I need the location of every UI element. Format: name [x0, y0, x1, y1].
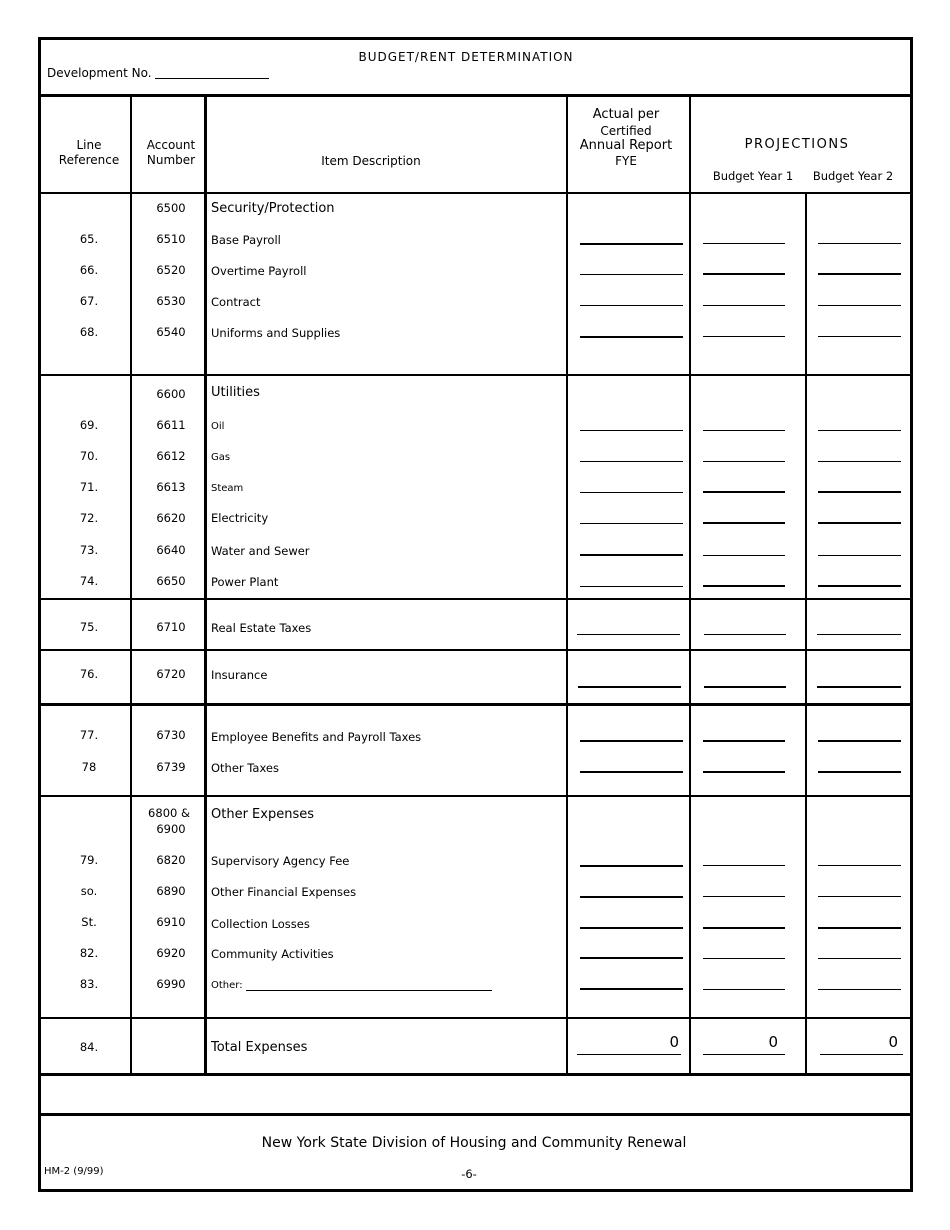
line-ref: 78: [81, 760, 97, 774]
section-title: Security/Protection: [211, 201, 335, 216]
actual-field[interactable]: [580, 430, 683, 431]
item-description: Power Plant: [211, 575, 279, 589]
section-account-2: 6900: [156, 822, 186, 836]
development-no-field[interactable]: [155, 78, 269, 79]
item-description: Other:: [211, 980, 243, 991]
line-ref: St.: [81, 915, 97, 929]
col-actual-2: Certified: [600, 124, 652, 138]
line-ref: 77.: [79, 728, 99, 742]
actual-field[interactable]: [580, 492, 683, 493]
item-description: Base Payroll: [211, 233, 281, 247]
line-ref: 70.: [79, 449, 99, 463]
line-ref: 67.: [79, 294, 99, 308]
account-number: 6510: [156, 232, 186, 246]
year1-field[interactable]: [703, 305, 785, 306]
year2-field[interactable]: [818, 865, 901, 866]
year1-field[interactable]: [703, 273, 785, 275]
year2-field[interactable]: [818, 243, 901, 244]
account-number: 6710: [156, 620, 186, 634]
page-number: -6-: [461, 1167, 477, 1181]
year1-field[interactable]: [703, 430, 785, 431]
year2-field[interactable]: [818, 585, 901, 587]
year1-field[interactable]: [703, 522, 785, 524]
item-description: Gas: [211, 452, 231, 463]
year2-field[interactable]: [818, 896, 901, 897]
year1-field[interactable]: [703, 491, 785, 493]
col-actual-1: Actual per: [592, 107, 660, 122]
year2-field[interactable]: [818, 927, 901, 929]
year2-field[interactable]: [818, 771, 901, 773]
item-description: Uniforms and Supplies: [211, 326, 341, 340]
section-title: Utilities: [211, 385, 260, 400]
line-ref: 65.: [79, 232, 99, 246]
year1-field[interactable]: [703, 555, 785, 556]
line-ref: 82.: [79, 946, 99, 960]
line-ref: so.: [80, 884, 98, 898]
total-actual-value: 0: [669, 1033, 679, 1051]
year1-field[interactable]: [704, 634, 786, 635]
col-actual-4: FYE: [615, 154, 637, 168]
actual-field[interactable]: [580, 988, 683, 990]
col-budget-year-2: Budget Year 2: [812, 169, 894, 183]
year1-field[interactable]: [703, 896, 785, 897]
line-ref: 73.: [79, 543, 99, 557]
account-number: 6611: [156, 418, 186, 432]
year2-field[interactable]: [818, 430, 901, 431]
account-number: 6720: [156, 667, 186, 681]
line-ref: 75.: [79, 620, 99, 634]
year2-field[interactable]: [818, 555, 901, 556]
item-description: Water and Sewer: [211, 544, 310, 558]
actual-field[interactable]: [580, 771, 683, 773]
account-number: 6540: [156, 325, 186, 339]
actual-field[interactable]: [580, 896, 683, 898]
year1-field[interactable]: [703, 771, 785, 773]
actual-field[interactable]: [580, 740, 683, 742]
year1-field[interactable]: [703, 927, 785, 929]
account-number: 6739: [156, 760, 186, 774]
item-description: Contract: [211, 295, 261, 309]
col-item-description: Item Description: [321, 154, 421, 168]
col-account-1: Account: [146, 138, 196, 152]
line-ref: 83.: [79, 977, 99, 991]
item-description: Electricity: [211, 511, 269, 525]
item-description: Oil: [211, 421, 225, 432]
total-year2-value: 0: [888, 1033, 898, 1051]
col-budget-year-1: Budget Year 1: [712, 169, 794, 183]
account-number: 6730: [156, 728, 186, 742]
year2-field[interactable]: [818, 305, 901, 306]
account-number: 6612: [156, 449, 186, 463]
section-account: 6500: [156, 201, 186, 215]
item-description: Other Financial Expenses: [211, 885, 357, 899]
year2-field[interactable]: [817, 686, 901, 688]
col-line-ref-1: Line: [76, 138, 102, 152]
development-no-label: Development No.: [47, 66, 152, 80]
line-ref: 72.: [79, 511, 99, 525]
line-ref: 79.: [79, 853, 99, 867]
item-description: Employee Benefits and Payroll Taxes: [211, 730, 422, 744]
total-year1-field[interactable]: [703, 1054, 785, 1055]
year1-field[interactable]: [703, 336, 785, 337]
account-number: 6820: [156, 853, 186, 867]
total-year1-value: 0: [768, 1033, 778, 1051]
year2-field[interactable]: [818, 273, 901, 275]
total-year2-field[interactable]: [820, 1054, 903, 1055]
col-line-ref-2: Reference: [58, 153, 120, 167]
other-description-field[interactable]: [246, 990, 492, 991]
line-ref: 76.: [79, 667, 99, 681]
account-number: 6520: [156, 263, 186, 277]
item-description: Real Estate Taxes: [211, 621, 312, 635]
total-actual-field[interactable]: [577, 1054, 681, 1055]
year2-field[interactable]: [817, 634, 901, 635]
actual-field[interactable]: [580, 927, 683, 929]
actual-field[interactable]: [580, 957, 683, 959]
actual-field[interactable]: [580, 865, 683, 867]
account-number: 6990: [156, 977, 186, 991]
actual-field[interactable]: [580, 274, 683, 275]
item-description: Collection Losses: [211, 917, 310, 931]
account-number: 6613: [156, 480, 186, 494]
account-number: 6890: [156, 884, 186, 898]
section-account-1: 6800 &: [148, 806, 190, 820]
year1-field[interactable]: [704, 686, 786, 688]
actual-field[interactable]: [580, 336, 683, 338]
year1-field[interactable]: [703, 585, 785, 587]
year2-field[interactable]: [818, 336, 901, 337]
section-account: 6600: [156, 387, 186, 401]
account-number: 6620: [156, 511, 186, 525]
account-number: 6920: [156, 946, 186, 960]
item-description: Insurance: [211, 668, 268, 682]
form-number: HM-2 (9/99): [44, 1166, 104, 1177]
account-number: 6910: [156, 915, 186, 929]
agency-name: New York State Division of Housing and Community Renewal: [261, 1135, 687, 1151]
year2-field[interactable]: [818, 958, 901, 959]
form-title: BUDGET/RENT DETERMINATION: [358, 50, 574, 64]
year1-field[interactable]: [703, 243, 785, 244]
actual-field[interactable]: [578, 686, 681, 688]
line-ref: 66.: [79, 263, 99, 277]
section-title: Other Expenses: [211, 807, 314, 822]
line-ref: 68.: [79, 325, 99, 339]
year1-field[interactable]: [703, 989, 785, 990]
item-description: Other Taxes: [211, 761, 279, 775]
actual-field[interactable]: [580, 461, 683, 462]
line-ref: 69.: [79, 418, 99, 432]
line-ref: 71.: [79, 480, 99, 494]
item-description: Overtime Payroll: [211, 264, 307, 278]
actual-field[interactable]: [580, 554, 683, 556]
year2-field[interactable]: [818, 522, 901, 524]
year2-field[interactable]: [818, 461, 901, 462]
year1-field[interactable]: [703, 865, 785, 866]
year2-field[interactable]: [818, 740, 901, 742]
year2-field[interactable]: [818, 491, 901, 493]
year1-field[interactable]: [703, 461, 785, 462]
item-description: Steam: [211, 483, 244, 494]
actual-field[interactable]: [577, 634, 680, 635]
account-number: 6530: [156, 294, 186, 308]
total-label: Total Expenses: [211, 1040, 308, 1055]
col-projections: PROJECTIONS: [744, 137, 850, 152]
item-description: Supervisory Agency Fee: [211, 854, 350, 868]
year2-field[interactable]: [818, 989, 901, 990]
col-actual-3: Annual Report: [579, 138, 673, 153]
account-number: 6640: [156, 543, 186, 557]
account-number: 6650: [156, 574, 186, 588]
actual-field[interactable]: [580, 586, 683, 587]
actual-field[interactable]: [580, 305, 683, 306]
year1-field[interactable]: [703, 740, 785, 742]
actual-field[interactable]: [580, 243, 683, 245]
year1-field[interactable]: [703, 958, 785, 959]
col-account-2: Number: [146, 153, 196, 167]
item-description: Community Activities: [211, 947, 334, 961]
actual-field[interactable]: [580, 523, 683, 524]
line-ref: 84.: [79, 1040, 99, 1054]
line-ref: 74.: [79, 574, 99, 588]
